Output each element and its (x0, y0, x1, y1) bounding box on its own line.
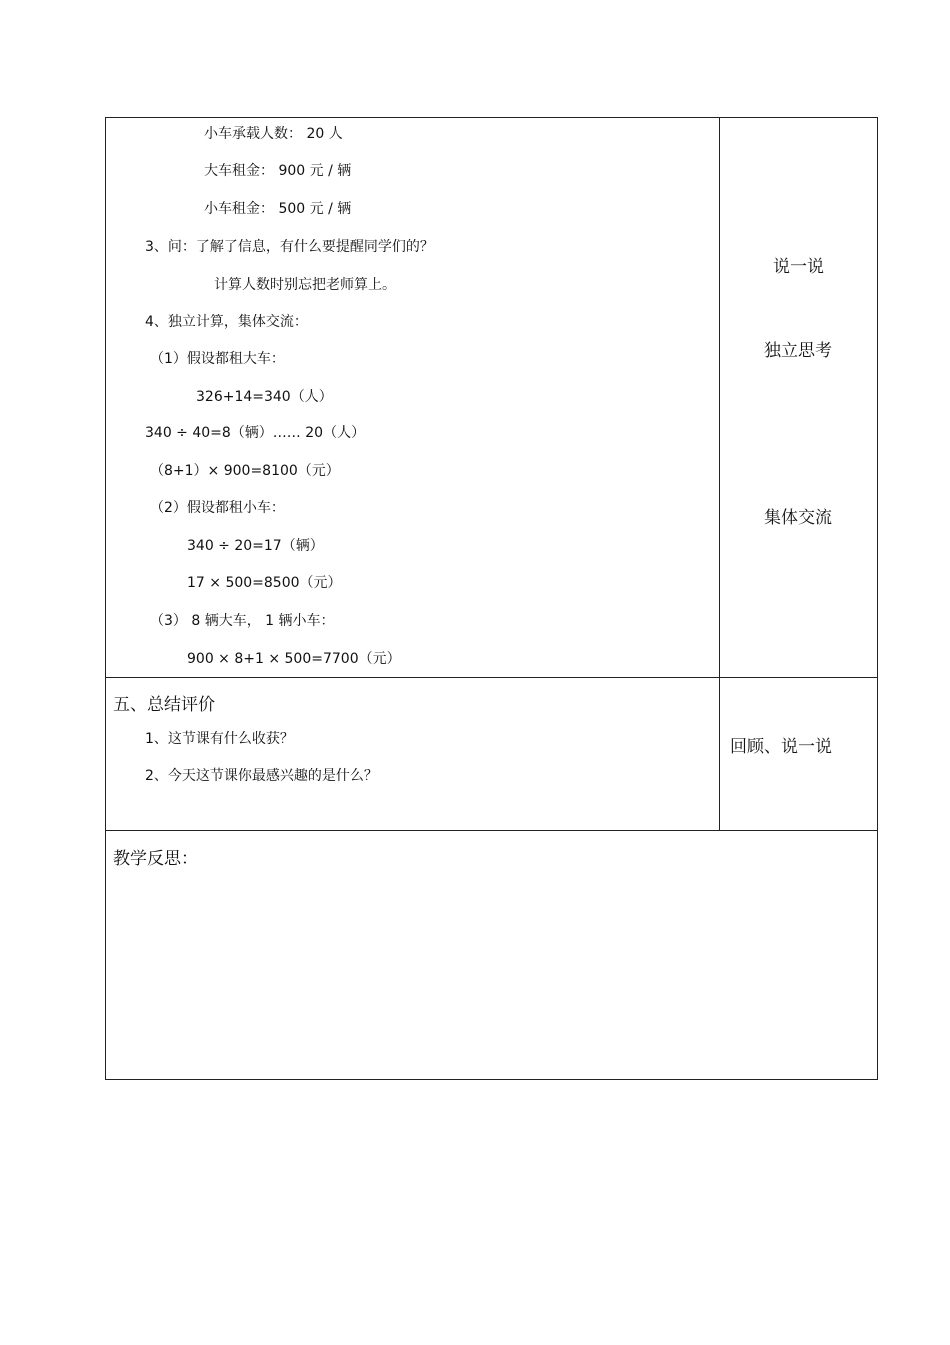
reminder: 计算人数时别忘把老师算上。 (214, 277, 396, 293)
question-3: 3、问：了解了信息，有什么要提醒同学们的？ (145, 239, 434, 255)
table-border-right (877, 117, 878, 1080)
row-divider-2 (105, 830, 878, 831)
step-4: 4、独立计算，集体交流： (145, 314, 308, 330)
case-1-calc-2: 340 ÷ 40=8（辆）…… 20（人） (145, 425, 366, 441)
case-3-calc: 900 × 8+1 × 500=7700（元） (187, 651, 401, 667)
reflection-title: 教学反思： (113, 849, 198, 869)
table-border-top (105, 117, 878, 118)
summary-question-2: 2、今天这节课你最感兴趣的是什么？ (145, 768, 378, 784)
case-2-calc-1: 340 ÷ 20=17（辆） (187, 538, 324, 554)
side-activity-3: 集体交流 (764, 508, 832, 528)
small-car-capacity: 小车承载人数： 20 人 (204, 126, 343, 142)
lesson-plan-table (105, 117, 878, 1080)
column-divider (719, 117, 720, 831)
table-border-left (105, 117, 106, 1080)
big-car-rent: 大车租金： 900 元 / 辆 (204, 163, 352, 179)
summary-question-1: 1、这节课有什么收获？ (145, 731, 294, 747)
summary-side-activity: 回顾、说一说 (730, 737, 832, 757)
case-2-calc-2: 17 × 500=8500（元） (187, 575, 342, 591)
row-divider-1 (105, 677, 878, 678)
case-1-heading: （1）假设都租大车： (150, 351, 285, 367)
case-3-heading: （3） 8 辆大车， 1 辆小车： (150, 613, 335, 629)
side-activity-1: 说一说 (773, 257, 824, 277)
small-car-rent: 小车租金： 500 元 / 辆 (204, 201, 352, 217)
summary-title: 五、总结评价 (113, 695, 215, 715)
case-1-calc-3: （8+1）× 900=8100（元） (150, 463, 340, 479)
table-border-bottom (105, 1079, 878, 1080)
case-1-calc-1: 326+14=340（人） (196, 389, 333, 405)
side-activity-2: 独立思考 (764, 341, 832, 361)
case-2-heading: （2）假设都租小车： (150, 500, 285, 516)
